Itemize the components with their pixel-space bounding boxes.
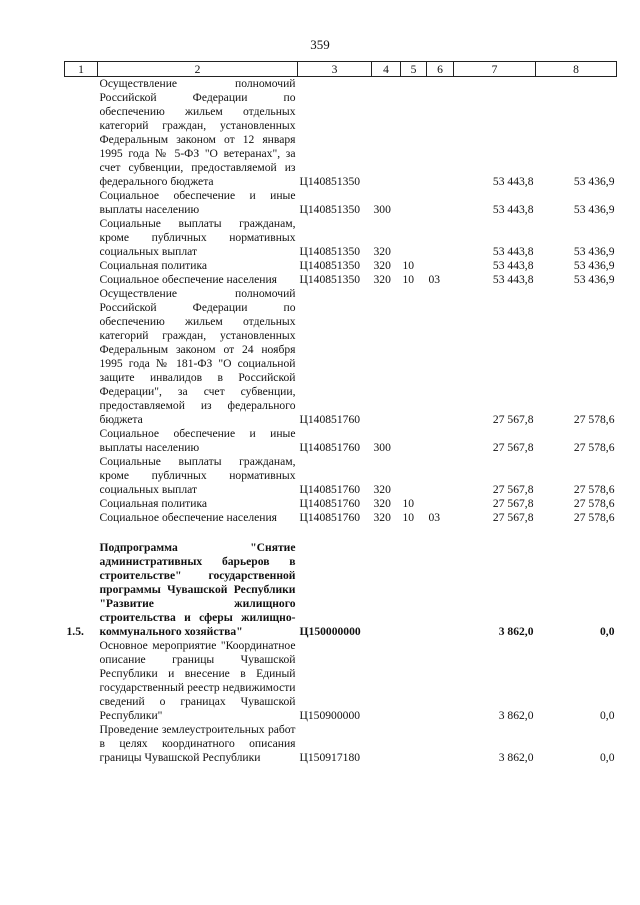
column-header: 6 — [427, 62, 454, 77]
amount-col8: 27 578,6 — [573, 413, 615, 426]
section-code: 10 — [402, 497, 415, 510]
amount-col8: 53 436,9 — [573, 203, 615, 216]
row-number — [65, 77, 98, 190]
target-article-code: Ц140851350 — [299, 175, 361, 188]
row-name: Основное мероприятие "Координатное описание границы Чувашской Республики и внесение в Единый государственный реестр недвижимости сведений о границах Чувашской Республики" — [99, 639, 296, 722]
amount-col7: 27 567,8 — [492, 497, 534, 510]
target-article-code: Ц140851760 — [299, 511, 361, 524]
row-number — [65, 259, 98, 273]
row-name: Социальная политика — [99, 259, 208, 272]
subsection-code — [427, 541, 454, 639]
amount-col8: 0,0 — [600, 625, 615, 638]
section-code — [401, 427, 427, 455]
subsection-code — [427, 287, 454, 427]
row-number — [65, 273, 98, 287]
target-article-code: Ц150900000 — [299, 709, 361, 722]
subsection-code: 03 — [428, 273, 441, 286]
column-header: 1 — [65, 62, 98, 77]
row-name: Социальное обеспечение и иные выплаты населению — [99, 427, 296, 454]
budget-table — [64, 61, 617, 765]
subsection-code — [427, 77, 454, 190]
row-number: 1.5. — [66, 625, 84, 638]
section-code — [401, 287, 427, 427]
row-name: Социальные выплаты гражданам, кроме публичных нормативных социальных выплат — [99, 455, 296, 496]
table-row — [65, 189, 617, 217]
row-name: Социальное обеспечение населения — [99, 273, 278, 286]
expense-type-code: 320 — [373, 483, 391, 496]
table-row — [65, 77, 617, 190]
amount-col7: 27 567,8 — [492, 483, 534, 496]
amount-col7: 3 862,0 — [498, 709, 534, 722]
section-code — [401, 639, 427, 723]
amount-col7: 27 567,8 — [492, 441, 534, 454]
column-header: 4 — [372, 62, 401, 77]
expense-type-code: 320 — [373, 259, 391, 272]
amount-col8: 53 436,9 — [573, 259, 615, 272]
expense-type-code: 300 — [373, 203, 391, 216]
table-row — [65, 511, 617, 525]
column-header: 5 — [401, 62, 427, 77]
column-header: 3 — [298, 62, 372, 77]
table-row — [65, 259, 617, 273]
expense-type-code: 320 — [373, 245, 391, 258]
row-name: Проведение землеустроительных работ в целях координатного описания границы Чувашской Республики — [99, 723, 296, 764]
target-article-code: Ц140851350 — [299, 245, 361, 258]
amount-col7: 3 862,0 — [498, 625, 534, 638]
subsection-code — [427, 497, 454, 511]
expense-type-code: 300 — [373, 441, 391, 454]
expense-type-code — [372, 287, 401, 427]
subsection-code — [427, 427, 454, 455]
target-article-code: Ц140851760 — [299, 497, 361, 510]
amount-col8: 27 578,6 — [573, 441, 615, 454]
table-row — [65, 541, 617, 639]
row-name: Осуществление полномочий Российской Федерации по обеспечению жильем отдельных категорий граждан, установленных Федеральным законом от 24 ноября 1995 года № 181-ФЗ "О социальной защите инвалидов в Российской Федерации", за счет субвенции, предоставляемой из федерального бюджета — [99, 287, 296, 426]
subsection-code — [427, 217, 454, 259]
row-number — [65, 189, 98, 217]
table-row — [65, 273, 617, 287]
amount-col8: 0,0 — [600, 751, 615, 764]
subsection-code — [427, 723, 454, 765]
amount-col7: 27 567,8 — [492, 413, 534, 426]
expense-type-code: 320 — [373, 273, 391, 286]
column-header: 2 — [98, 62, 298, 77]
target-article-code: Ц140851760 — [299, 483, 361, 496]
expense-type-code — [372, 639, 401, 723]
section-code: 10 — [402, 511, 415, 524]
target-article-code: Ц150000000 — [299, 625, 361, 638]
row-number — [65, 455, 98, 497]
row-number — [65, 287, 98, 427]
row-name: Подпрограмма "Снятие административных барьеров в строительстве" государственной программы Чувашской Республики "Развитие жилищного строительства и сферы жилищно-коммунального хозяйства" — [99, 541, 296, 638]
amount-col7: 53 443,8 — [492, 203, 534, 216]
row-name: Осуществление полномочий Российской Федерации по обеспечению жильем отдельных категорий граждан, установленных Федеральным законом от 12 января 1995 года № 5-ФЗ "О ветеранах", за счет субвенции, предоставляемой из федерального бюджета — [99, 77, 296, 188]
section-code — [401, 455, 427, 497]
row-name: Социальные выплаты гражданам, кроме публичных нормативных социальных выплат — [99, 217, 296, 258]
amount-col8: 27 578,6 — [573, 483, 615, 496]
amount-col7: 53 443,8 — [492, 175, 534, 188]
page-number: 359 — [310, 37, 330, 52]
target-article-code: Ц140851350 — [299, 259, 361, 272]
section-code — [401, 723, 427, 765]
table-header — [65, 62, 617, 77]
subsection-code — [427, 259, 454, 273]
table-row — [65, 455, 617, 497]
row-number — [65, 497, 98, 511]
amount-col8: 53 436,9 — [573, 245, 615, 258]
row-name: Социальное обеспечение и иные выплаты населению — [99, 189, 296, 216]
expense-type-code — [372, 77, 401, 190]
amount-col8: 0,0 — [600, 709, 615, 722]
expense-type-code: 320 — [373, 511, 391, 524]
section-code: 10 — [402, 273, 415, 286]
subsection-code — [427, 639, 454, 723]
table-row — [65, 217, 617, 259]
amount-col7: 53 443,8 — [492, 245, 534, 258]
table-row — [65, 427, 617, 455]
section-code — [401, 189, 427, 217]
amount-col8: 27 578,6 — [573, 511, 615, 524]
subsection-code: 03 — [428, 511, 441, 524]
amount-col7: 53 443,8 — [492, 259, 534, 272]
spacer-row — [65, 525, 617, 541]
row-number — [65, 511, 98, 525]
target-article-code: Ц150917180 — [299, 751, 361, 764]
expense-type-code — [372, 541, 401, 639]
amount-col8: 27 578,6 — [573, 497, 615, 510]
section-code — [401, 77, 427, 190]
target-article-code: Ц140851350 — [299, 203, 361, 216]
row-name: Социальная политика — [99, 497, 208, 510]
table-row — [65, 497, 617, 511]
target-article-code: Ц140851760 — [299, 413, 361, 426]
amount-col7: 27 567,8 — [492, 511, 534, 524]
row-number — [65, 723, 98, 765]
amount-col7: 53 443,8 — [492, 273, 534, 286]
row-name: Социальное обеспечение населения — [99, 511, 278, 524]
row-number — [65, 217, 98, 259]
section-code — [401, 541, 427, 639]
column-header: 8 — [536, 62, 617, 77]
amount-col8: 53 436,9 — [573, 175, 615, 188]
target-article-code: Ц140851350 — [299, 273, 361, 286]
amount-col7: 3 862,0 — [498, 751, 534, 764]
target-article-code: Ц140851760 — [299, 441, 361, 454]
section-code — [401, 217, 427, 259]
table-row — [65, 287, 617, 427]
section-code: 10 — [402, 259, 415, 272]
subsection-code — [427, 455, 454, 497]
row-number — [65, 639, 98, 723]
table-row — [65, 723, 617, 765]
subsection-code — [427, 189, 454, 217]
expense-type-code — [372, 723, 401, 765]
column-header: 7 — [454, 62, 536, 77]
amount-col8: 53 436,9 — [573, 273, 615, 286]
row-number — [65, 427, 98, 455]
expense-type-code: 320 — [373, 497, 391, 510]
table-row — [65, 639, 617, 723]
